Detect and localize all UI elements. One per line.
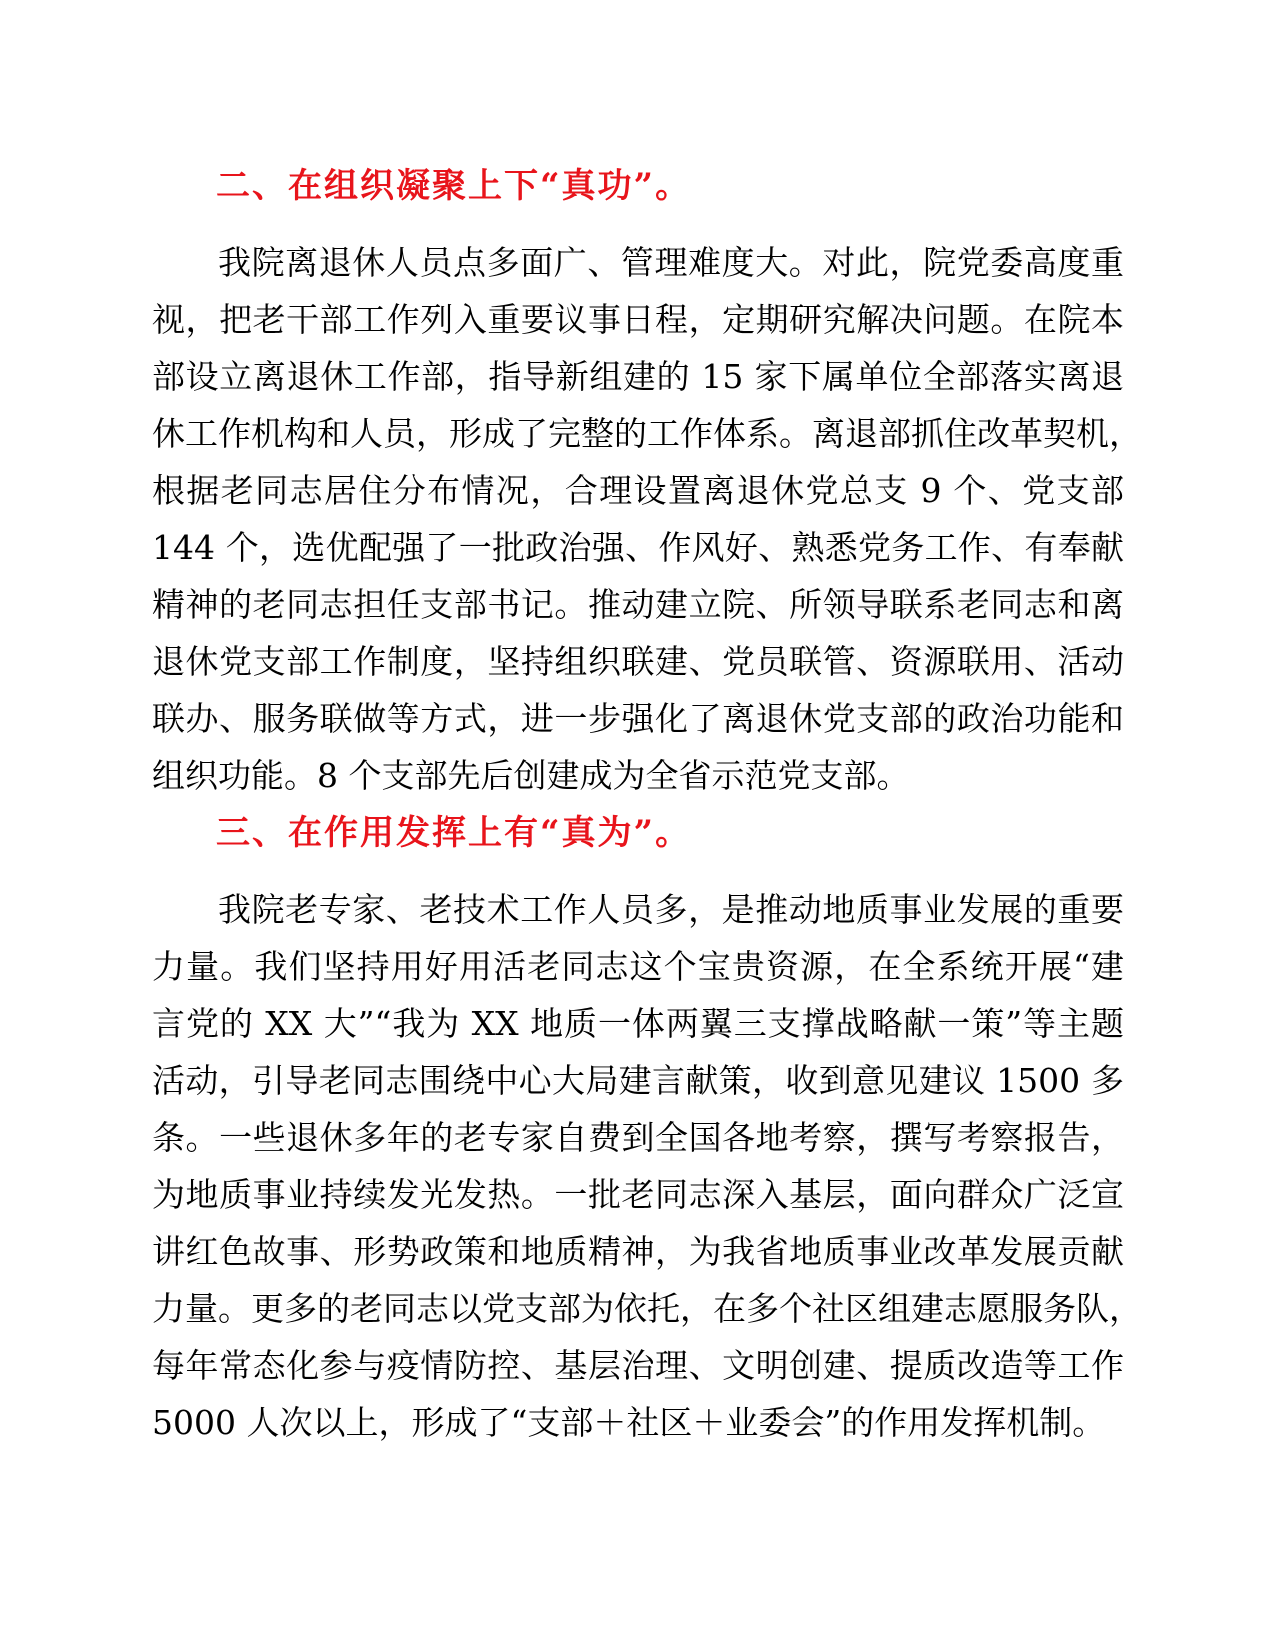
paragraph-line: 讲红色故事、形势政策和地质精神，为我省地质事业改革发展贡献: [152, 1232, 1124, 1271]
paragraph-line: 视，把老干部工作列入重要议事日程，定期研究解决问题。在院本: [152, 300, 1124, 339]
paragraph-line: 力量。我们坚持用好用活老同志这个宝贵资源，在全系统开展“建: [152, 947, 1124, 986]
paragraph-line: 我院老专家、老技术工作人员多，是推动地质事业发展的重要: [218, 890, 1124, 929]
paragraph-line: 根据老同志居住分布情况，合理设置离退休党总支 9 个、党支部: [152, 471, 1124, 510]
paragraph-line: 退休党支部工作制度，坚持组织联建、党员联管、资源联用、活动: [152, 642, 1124, 681]
paragraph-line: 为地质事业持续发光发热。一批老同志深入基层，面向群众广泛宣: [152, 1175, 1124, 1214]
paragraph-line: 力量。更多的老同志以党支部为依托，在多个社区组建志愿服务队，: [152, 1289, 1142, 1328]
paragraph-line: 精神的老同志担任支部书记。推动建立院、所领导联系老同志和离: [152, 585, 1124, 624]
paragraph-line: 联办、服务联做等方式，进一步强化了离退休党支部的政治功能和: [152, 699, 1124, 738]
paragraph-line: 活动，引导老同志围绕中心大局建言献策，收到意见建议 1500 多: [152, 1061, 1124, 1100]
paragraph-line: 144 个，选优配强了一批政治强、作风好、熟悉党务工作、有奉献: [152, 528, 1124, 567]
section-heading-3: 三、在作用发挥上有“真为”。: [216, 813, 692, 853]
section-heading-2: 二、在组织凝聚上下“真功”。: [216, 166, 692, 206]
paragraph-line: 条。一些退休多年的老专家自费到全国各地考察，撰写考察报告，: [152, 1118, 1124, 1157]
paragraph-line: 我院离退休人员点多面广、管理难度大。对此，院党委高度重: [218, 243, 1124, 282]
section-2-paragraph: [152, 234, 1142, 804]
paragraph-line: 休工作机构和人员，形成了完整的工作体系。离退部抓住改革契机，: [152, 414, 1142, 453]
paragraph-line: 组织功能。8 个支部先后创建成为全省示范党支部。: [152, 756, 910, 795]
paragraph-line: 5000 人次以上，形成了“支部＋社区＋业委会”的作用发挥机制。: [152, 1403, 1106, 1442]
paragraph-line: 部设立离退休工作部，指导新组建的 15 家下属单位全部落实离退: [152, 357, 1124, 396]
paragraph-line: 每年常态化参与疫情防控、基层治理、文明创建、提质改造等工作: [152, 1346, 1124, 1385]
paragraph-line: 言党的 XX 大”“我为 XX 地质一体两翼三支撑战略献一策”等主题: [152, 1004, 1124, 1043]
section-3-paragraph: [152, 881, 1142, 1451]
